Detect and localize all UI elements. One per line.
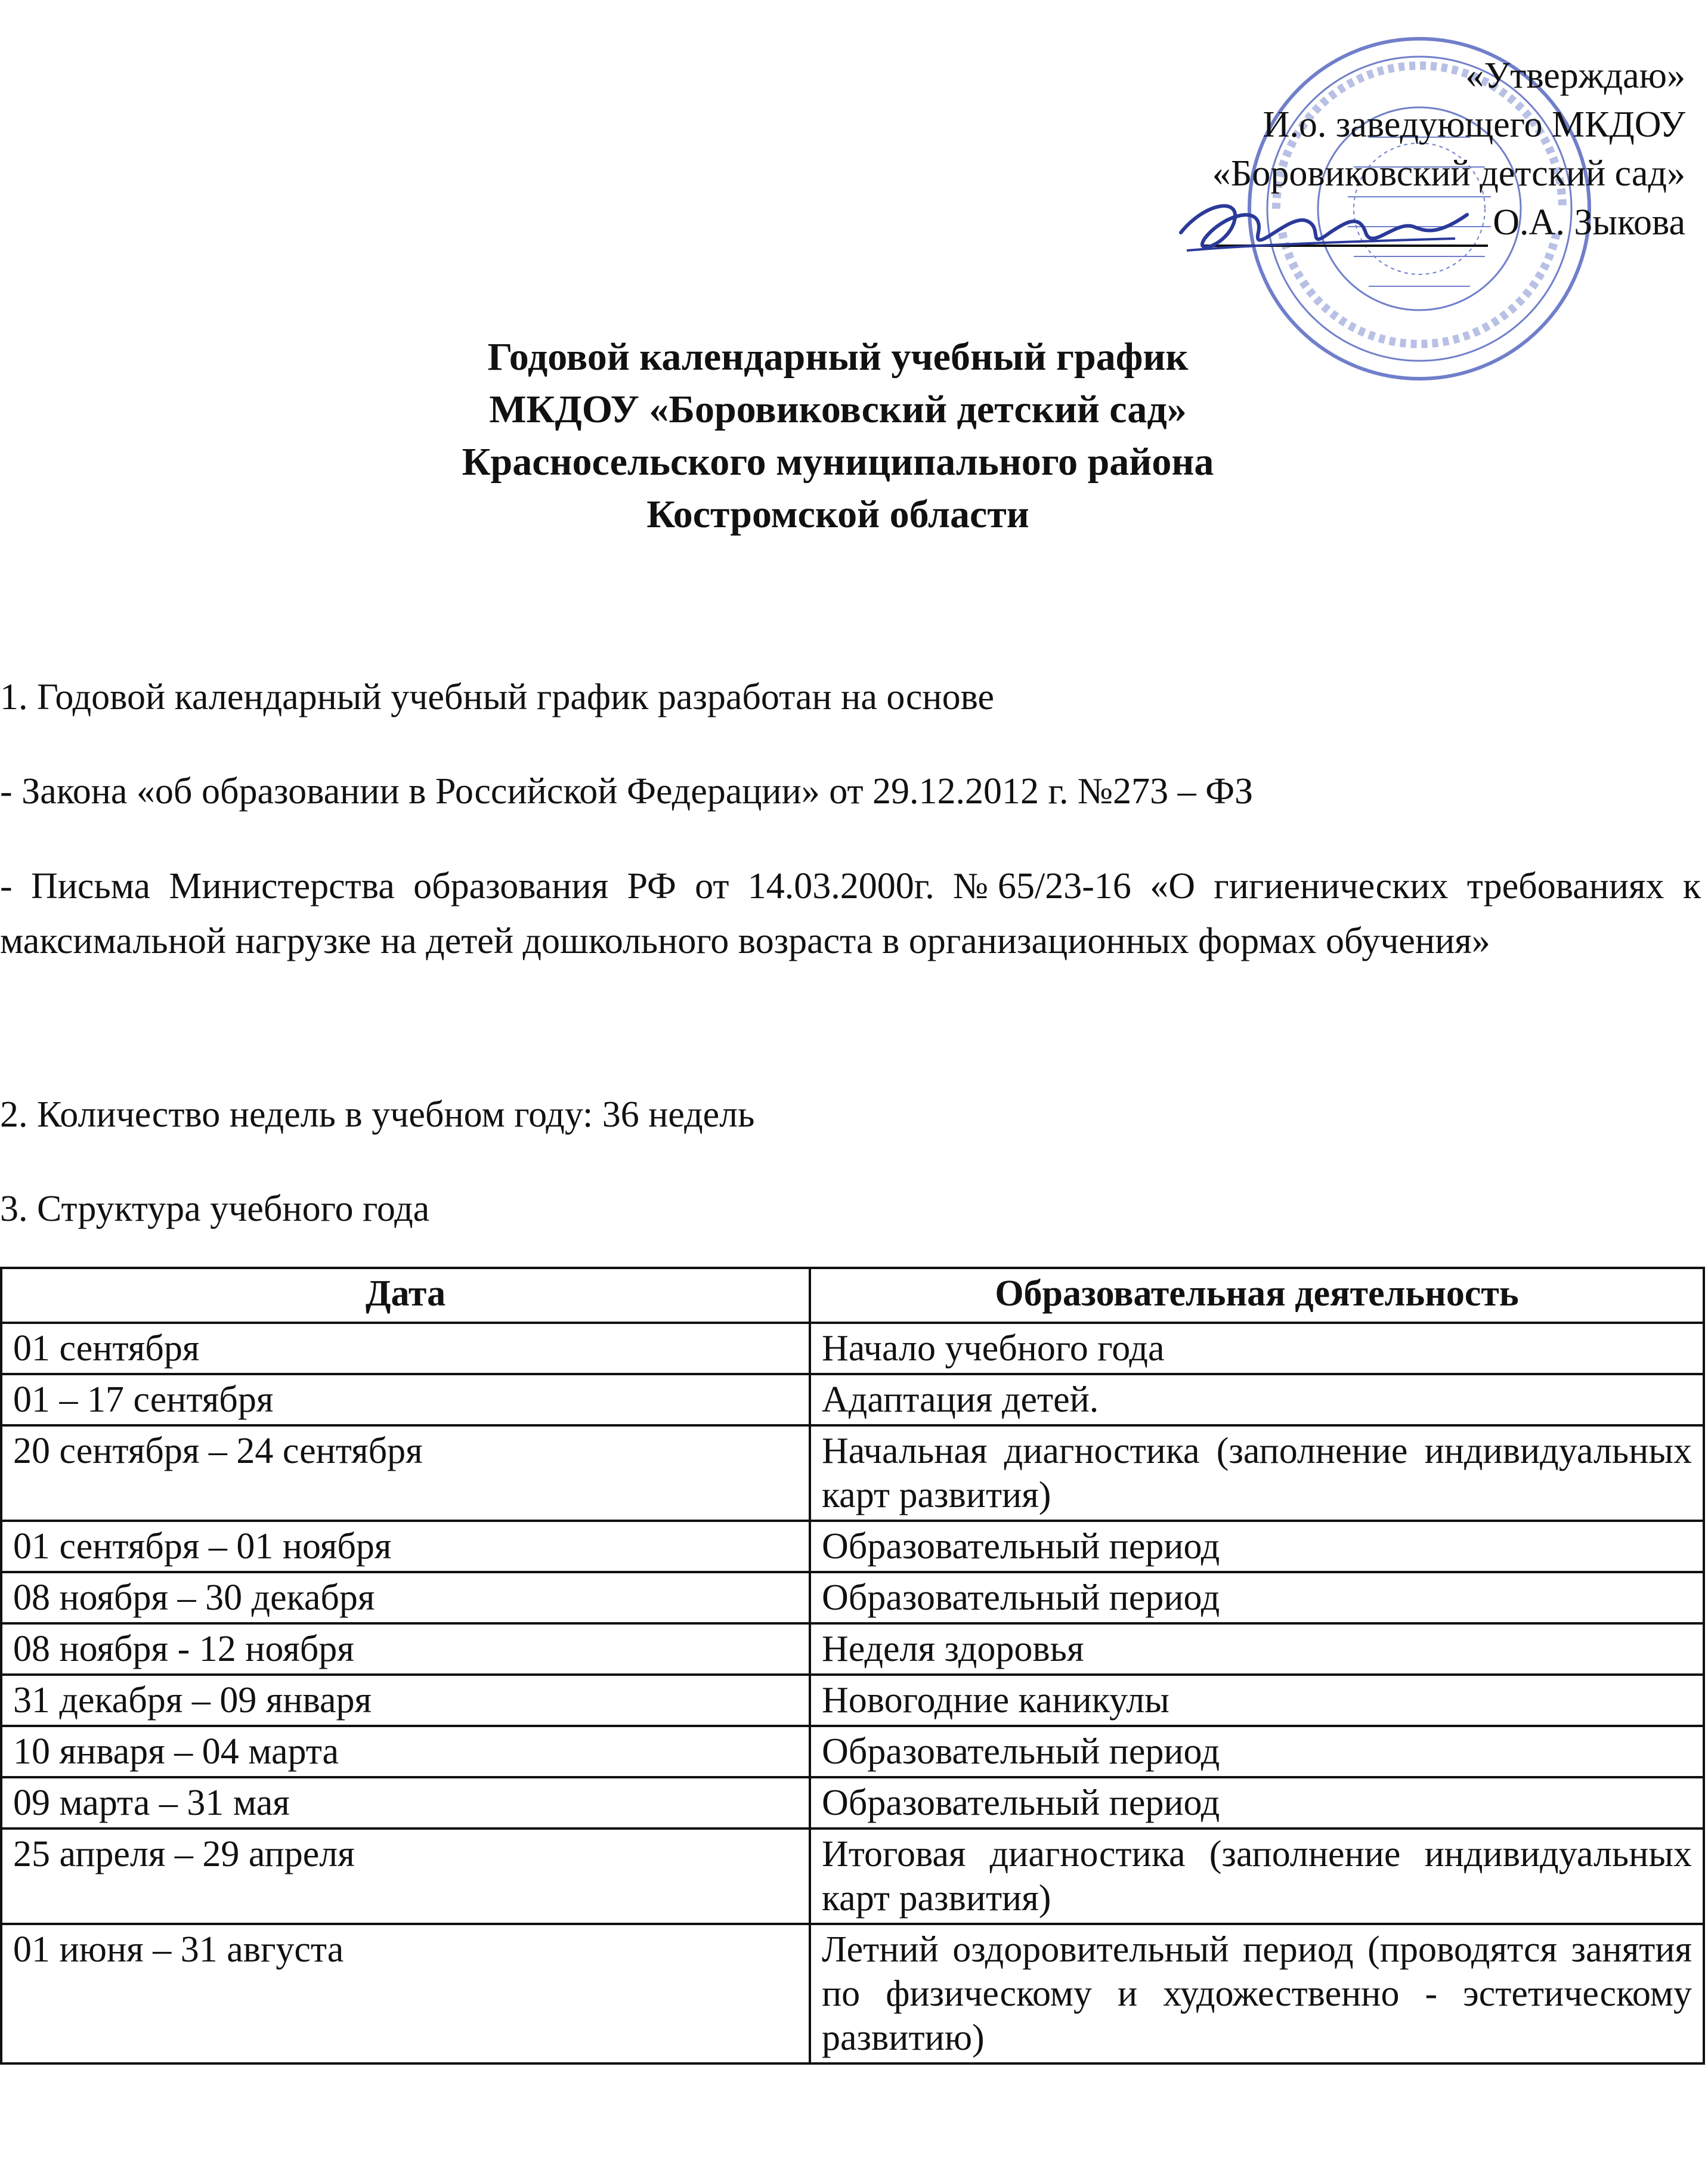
cell-date: 25 апреля – 29 апреля: [1, 1829, 810, 1924]
cell-date: 20 сентября – 24 сентября: [1, 1425, 810, 1521]
handwritten-signature: [1169, 179, 1479, 268]
table-row: [1, 1323, 1704, 1374]
cell-date: 01 сентября: [1, 1323, 810, 1374]
title-line-1: Годовой календарный учебный график: [487, 335, 1189, 379]
table-row: [1, 1777, 1704, 1829]
cell-activity: Летний оздоровительный период (проводятся занятия по физическому и художественно - эстетическому развитию): [810, 1924, 1704, 2063]
title-line-4: Костромской области: [646, 493, 1029, 536]
header-activity: Образовательная деятельность: [810, 1268, 1704, 1323]
basis-heading: 1. Годовой календарный учебный график разработан на основе: [0, 677, 995, 717]
weeks-count: 2. Количество недель в учебном году: 36 недель: [0, 1094, 755, 1135]
cell-activity: Образовательный период: [810, 1726, 1704, 1777]
table-row: [1, 1521, 1704, 1572]
table-row: [1, 1374, 1704, 1425]
cell-date: 01 сентября – 01 ноября: [1, 1521, 810, 1572]
document-title: [250, 331, 1425, 541]
table-body: [1, 1323, 1704, 2063]
cell-date: 31 декабря – 09 января: [1, 1675, 810, 1726]
cell-date: 09 марта – 31 мая: [1, 1777, 810, 1829]
approver-position: И.о. заведующего МКДОУ: [1263, 104, 1685, 145]
schedule-table: [0, 1267, 1705, 2065]
cell-date: 01 июня – 31 августа: [1, 1924, 810, 2063]
cell-activity: Итоговая диагностика (заполнение индивидуальных карт развития): [810, 1829, 1704, 1924]
table-row: [1, 1623, 1704, 1675]
table-row: [1, 1425, 1704, 1521]
title-line-3: Красносельского муниципального района: [462, 440, 1214, 484]
table-row: [1, 1829, 1704, 1924]
cell-date: 01 – 17 сентября: [1, 1374, 810, 1425]
title-line-2: МКДОУ «Боровиковский детский сад»: [489, 388, 1187, 431]
structure-heading: 3. Структура учебного года: [0, 1189, 430, 1229]
header-date: Дата: [1, 1268, 810, 1323]
cell-date: 08 ноября - 12 ноября: [1, 1623, 810, 1675]
cell-date: 08 ноября – 30 декабря: [1, 1572, 810, 1623]
cell-activity: Начало учебного года: [810, 1323, 1704, 1374]
approver-organization: «Боровиковский детский сад»: [1212, 153, 1685, 194]
table-row: [1, 1924, 1704, 2063]
approval-title: «Утверждаю»: [1465, 55, 1685, 96]
table-row: [1, 1675, 1704, 1726]
cell-activity: Адаптация детей.: [810, 1374, 1704, 1425]
table-row: [1, 1572, 1704, 1623]
letter-reference: - Письма Министерства образования РФ от 14.03.2000г. №65/23-16 «О гигиенических требованиях к максимальной нагрузке на детей дошкольного возраста в организационных формах обучения»: [0, 866, 1701, 961]
table-row: [1, 1726, 1704, 1777]
approver-name: О.А. Зыкова: [1493, 202, 1685, 243]
cell-activity: Образовательный период: [810, 1572, 1704, 1623]
cell-activity: Начальная диагностика (заполнение индивидуальных карт развития): [810, 1425, 1704, 1521]
cell-activity: Образовательный период: [810, 1521, 1704, 1572]
table-header-row: [1, 1268, 1704, 1323]
law-reference: - Закона «об образовании в Российской Федерации» от 29.12.2012 г. №273 – ФЗ: [0, 771, 1254, 812]
cell-activity: Неделя здоровья: [810, 1623, 1704, 1675]
cell-date: 10 января – 04 марта: [1, 1726, 810, 1777]
cell-activity: Новогодние каникулы: [810, 1675, 1704, 1726]
cell-activity: Образовательный период: [810, 1777, 1704, 1829]
